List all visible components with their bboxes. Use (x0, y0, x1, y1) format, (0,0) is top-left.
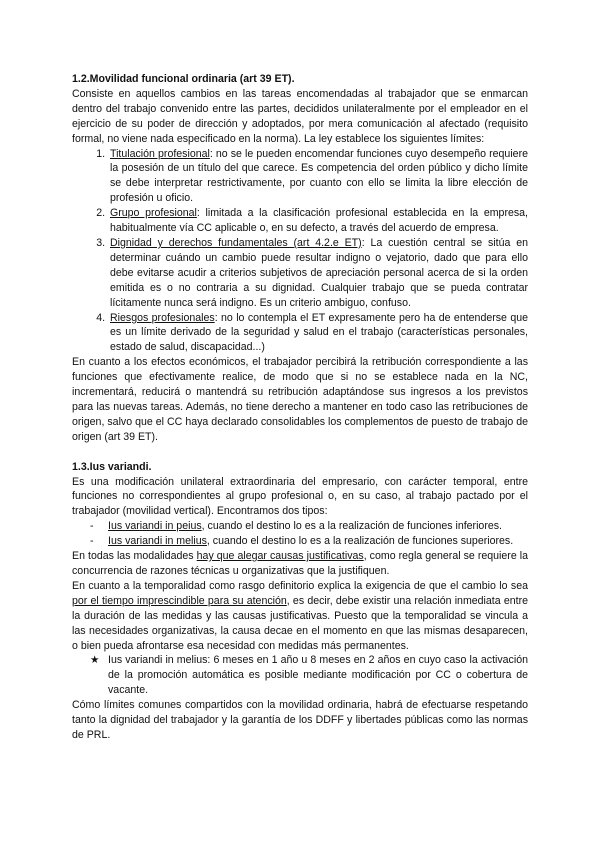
list-item (72, 534, 528, 549)
list-item (108, 236, 528, 311)
list-item-text: : limitada a la clasificación profesional establecida en la empresa, habitualmente vía CC aplicable o, en su defecto, a través del acuerdo de empresa. (110, 207, 529, 235)
types-list (72, 519, 528, 549)
underlined-text: por el tiempo imprescindible para su atención (72, 594, 287, 607)
paragraph-causas (72, 549, 528, 579)
paragraph-limites-comunes: Cómo límites comunes compartidos con la movilidad ordinaria, habrá de efectuarse respetando tanto la dignidad del trabajador y la garantía de los DDFF y libertades públicas como las normas de PRL. (72, 699, 528, 741)
list-item (108, 311, 528, 356)
star-list (72, 653, 528, 698)
list-item (108, 206, 528, 236)
list-item-term: Ius variandi in melius (108, 535, 207, 548)
list-item-text: Ius variandi in melius: 6 meses en 1 año u 8 meses en 2 años en cuyo caso la activación de la promoción automática es posible mediante modificación por CC o cobertura de vacante. (108, 654, 528, 697)
list-item-term: Grupo profesional (110, 207, 197, 220)
text-run: En cuanto a la temporalidad como rasgo definitorio explica la exigencia de que el cambio lo sea (72, 579, 528, 592)
text-run: , como regla general se requiere la concurrencia de razones técnicas u organizativas que la justifiquen. (72, 550, 528, 577)
list-item-term: Dignidad y derechos fundamentales (art 4.2.e ET) (110, 236, 362, 249)
list-item (72, 653, 528, 698)
list-item (108, 147, 528, 207)
paragraph-temporalidad (72, 579, 528, 654)
list-item-term: Riesgos profesionales (110, 311, 215, 324)
list-item-text: : La cuestión central se sitúa en determinar cuándo un cambio puede resultar indigno o vejatorio, dado que para ello debe evitarse acudir a criterios subjetivos de apreciación personal acerca de si la orden emitida es o no contraria a su dignidad. Cualquier trabajo que se pueda contratar lícitamente nunca será indigno. Es un criterio ambiguo, confuso. (110, 236, 528, 309)
paragraph-efectos-economicos: En cuanto a los efectos económicos, el trabajador percibirá la retribución correspondiente a las funciones que efectivamente realice, de modo que si no se establece nada en la NC, incrementará, reducirá o mantendrá su retribución adaptándose sus ingresos a los previstos para las nuevas tareas. Además, no tiene derecho a mantener en todo caso las retribuciones de origen, salvo que el CC haya declarado consolidables los complementos de puesto de trabajo de origen (art 39 ET). (72, 356, 528, 443)
limits-list (72, 147, 528, 356)
list-item (72, 519, 528, 534)
text-run: En todas las modalidades (72, 550, 197, 563)
paragraph-movilidad-intro: Consiste en aquellos cambios en las tareas encomendadas al trabajador que se enmarcan dentro del trabajo convenido entre las partes, decididos unilateralmente por el empleador en el ejercicio de su poder de dirección y adoptados, por mera comunicación al afectado (requisito formal, no viene nada especificado en la norma). La ley establece los siguientes límites: (72, 87, 528, 145)
list-item-text: , cuando el destino lo es a la realización de funciones superiores. (206, 535, 514, 548)
underlined-text: hay que alegar causas justificativas (196, 550, 364, 563)
document-page (72, 72, 528, 743)
list-item-term: Ius variandi in peius (108, 520, 202, 533)
star-bullet-icon: ★ (90, 654, 100, 667)
section-heading-ius-variandi: 1.3.Ius variandi. (72, 460, 152, 473)
list-item-text: : no lo contempla el ET expresamente pero ha de entenderse que es un límite derivado de la seguridad y salud en el trabajo (características personales, estado de salud, discapacidad...) (110, 311, 529, 354)
list-item-text: : no se le pueden encomendar funciones cuyo desempeño requiere la posesión de un título del que carece. Es competencia del orden público y dicho límite se debe interpretar restrictivamente, por cuanto con ello se limita la libre elección de profesión u oficio. (110, 147, 528, 205)
list-item-text: , cuando el destino lo es a la realización de funciones inferiores. (201, 520, 502, 533)
paragraph-ius-variandi-intro: Es una modificación unilateral extraordinaria del empresario, con carácter temporal, entre funciones no correspondientes al grupo profesional o, en su caso, al trabajo pactado por el trabajador (movilidad vertical). Encontramos dos tipos: (72, 475, 528, 518)
list-item-term: Titulación profesional (110, 147, 210, 160)
text-run: , es decir, debe existir una relación inmediata entre la duración de las medidas y las causas justificativas. Puesto que la temporalidad se vincula a las necesidades organizativas, la causa decae en el momento en que las mismas desaparecen, o bien pueda afrontarse esa necesidad con medidas más permanentes. (72, 594, 528, 652)
section-heading-movilidad: 1.2.Movilidad funcional ordinaria (art 39 ET). (72, 73, 295, 85)
